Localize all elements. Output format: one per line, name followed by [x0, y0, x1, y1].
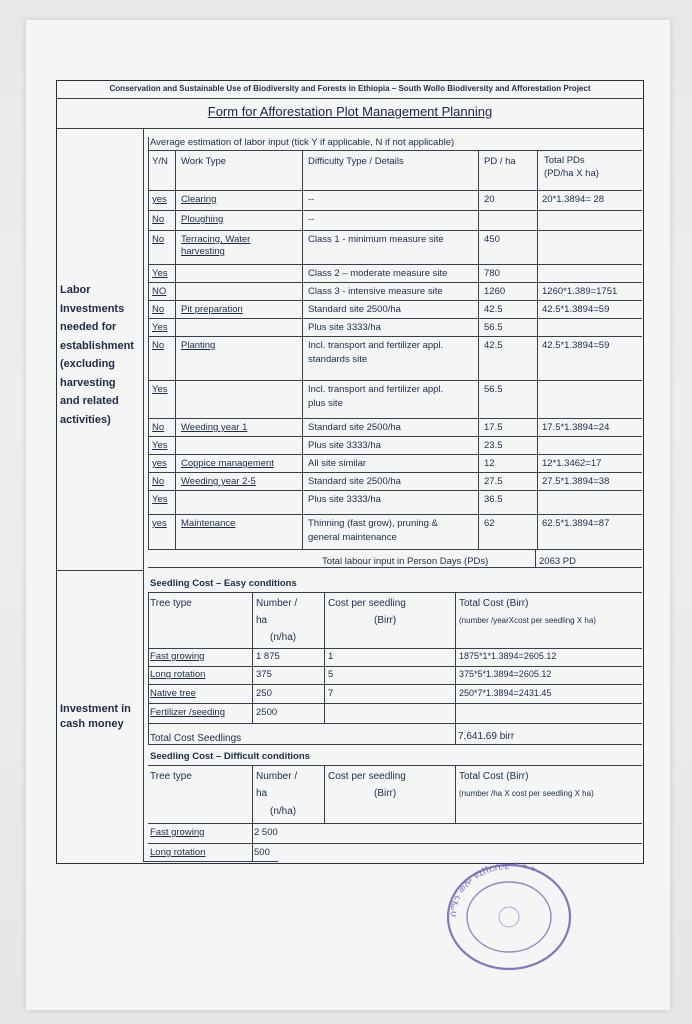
labor-row-pd-per-ha: 1260	[484, 286, 506, 297]
difficult-bottom-border	[143, 861, 278, 862]
easy-total-col-divider	[455, 723, 456, 744]
labor-row-divider	[148, 472, 642, 473]
official-stamp	[438, 855, 580, 973]
easy-total-value: 7,641.69 birr	[458, 731, 515, 742]
difficult-col-total-2: (number /ha X cost per seedling X ha)	[459, 789, 594, 798]
labor-row-yn: No	[152, 422, 165, 433]
difficult-col-divider	[455, 765, 456, 823]
easy-col-total-2: (number /yearXcost per seedling X ha)	[459, 616, 596, 625]
labor-row-total-pds: 20*1.3894= 28	[542, 194, 605, 205]
difficult-heading: Seedling Cost – Difficult conditions	[150, 751, 310, 762]
easy-left-border	[148, 592, 149, 744]
easy-col-divider	[455, 592, 456, 723]
easy-row-divider	[148, 703, 642, 704]
easy-row-divider	[148, 684, 642, 685]
investment-side-label: Investment in cash money	[60, 703, 131, 730]
labor-row-total-pds: 42.5*1.3894=59	[542, 340, 610, 351]
labor-row-divider	[148, 336, 642, 337]
labor-row-yn: No	[152, 476, 165, 487]
easy-row-tree-type: Long rotation	[150, 669, 206, 680]
difficult-row-number-per-ha: 2 500	[254, 827, 278, 838]
labor-row-divider	[148, 318, 642, 319]
form-title: Form for Afforestation Plot Management Planning	[207, 104, 493, 119]
labor-col-divider	[148, 137, 149, 549]
labor-row-pd-per-ha: 36.5	[484, 494, 503, 505]
labor-row-detail: All site similar	[308, 458, 367, 469]
labor-row-pd-per-ha: 450	[484, 234, 500, 245]
stamp-text: ሰሜን ወሎ ዩኒቨርሲቲ * * *	[447, 860, 537, 918]
header-divider	[57, 98, 643, 99]
easy-row-number-per-ha: 250	[256, 688, 272, 699]
labor-row-yn: Yes	[152, 440, 168, 451]
labor-row-work-type: Ploughing	[181, 214, 224, 225]
labor-row-work-type-cont: harvesting	[181, 246, 225, 257]
labor-row-detail: Standard site 2500/ha	[308, 422, 401, 433]
difficult-col-tree: Tree type	[150, 771, 192, 782]
easy-row-cost-per-seedling: 5	[328, 669, 334, 680]
easy-row-divider	[148, 648, 642, 649]
easy-row-cost-per-seedling: 1	[328, 651, 334, 662]
labor-row-divider	[148, 282, 642, 283]
labor-row-detail: Standard site 2500/ha	[308, 476, 401, 487]
labor-row-detail: Class 3 - intensive measure site	[308, 286, 443, 297]
labor-row-yn: Yes	[152, 384, 168, 395]
difficult-heading-divider	[148, 765, 642, 766]
labor-row-work-type: Clearing	[181, 194, 217, 205]
labor-row-detail-cont: plus site	[308, 398, 343, 409]
labor-row-divider	[148, 300, 642, 301]
difficult-row-number-per-ha: 500	[254, 847, 270, 858]
easy-total-label: Total Cost Seedlings	[150, 733, 242, 744]
labor-row-total-pds: 17.5*1.3894=24	[542, 422, 610, 433]
difficult-row-divider	[148, 823, 642, 824]
easy-row-divider	[148, 744, 642, 745]
easy-row-number-per-ha: 2500	[256, 707, 278, 718]
col-difficulty-header: Difficulty Type / Details	[308, 156, 404, 167]
labor-caption: Average estimation of labor input (tick Y if applicable, N if not applicable)	[150, 137, 455, 148]
labor-row-detail: Class 1 - minimum measure site	[308, 234, 444, 245]
easy-col-tree: Tree type	[150, 598, 192, 609]
labor-row-total-pds: 62.5*1.3894=87	[542, 518, 610, 529]
difficult-col-divider	[252, 765, 253, 823]
labor-row-work-type: Planting	[181, 340, 216, 351]
easy-col-divider	[252, 592, 253, 723]
labor-row-divider	[148, 454, 642, 455]
difficult-col-number-3: (n/ha)	[270, 806, 297, 817]
labor-row-detail-cont: standards site	[308, 354, 368, 365]
labor-row-divider	[148, 436, 642, 437]
labor-row-detail: Incl. transport and fertilizer appl.	[308, 340, 444, 351]
labor-row-yn: No	[152, 340, 165, 351]
easy-col-cost-1: Cost per seedling	[328, 598, 406, 609]
easy-col-divider	[324, 592, 325, 723]
labor-row-yn: No	[152, 214, 165, 225]
labor-row-divider	[148, 264, 642, 265]
labor-col-divider	[175, 150, 176, 549]
easy-row-tree-type: Native tree	[150, 688, 196, 699]
difficult-col-total-1: Total Cost (Birr)	[459, 771, 529, 782]
labor-row-pd-per-ha: 42.5	[484, 304, 503, 315]
labor-row-divider	[148, 549, 642, 550]
svg-text:ሰሜን ወሎ ዩኒቨርሲቲ * * *	[448, 861, 537, 917]
col-total-subheader: (PD/ha X ha)	[544, 168, 599, 179]
col-pd-ha-header: PD / ha	[484, 156, 516, 167]
labor-row-yn: NO	[152, 286, 167, 297]
labor-row-detail-cont: general maintenance	[308, 532, 397, 543]
easy-col-total-1: Total Cost (Birr)	[459, 598, 529, 609]
labor-row-yn: No	[152, 304, 165, 315]
easy-row-tree-type: Fertilizer /seeding	[150, 707, 225, 718]
labor-row-divider	[148, 190, 642, 191]
labor-row-detail: Plus site 3333/ha	[308, 440, 381, 451]
labor-row-yn: Yes	[152, 494, 168, 505]
labor-row-yn: yes	[152, 458, 167, 469]
labor-row-pd-per-ha: 780	[484, 268, 500, 279]
difficult-col-cost-1: Cost per seedling	[328, 771, 406, 782]
project-header: Conservation and Sustainable Use of Biodiversity and Forests in Ethiopia – South Wollo Biodiversity and Afforestation Project	[109, 84, 591, 93]
title-divider	[57, 128, 643, 129]
easy-row-total-cost: 375*5*1.3894=2605.12	[459, 669, 552, 679]
labor-row-pd-per-ha: 56.5	[484, 322, 503, 333]
col-yn-header: Y/N	[152, 156, 168, 167]
labor-col-divider	[478, 150, 479, 549]
labor-row-work-type: Terracing, Water	[181, 234, 251, 245]
labor-row-detail: --	[308, 194, 315, 205]
difficult-col-number-1: Number /	[256, 771, 298, 782]
easy-heading: Seedling Cost – Easy conditions	[150, 578, 297, 589]
difficult-row-tree-type: Fast growing	[150, 827, 205, 838]
labor-row-divider	[148, 490, 642, 491]
labor-row-work-type: Weeding year 2-5	[181, 476, 256, 487]
labor-col-divider	[537, 150, 538, 549]
labor-row-total-pds: 42.5*1.3894=59	[542, 304, 610, 315]
labor-col-divider	[302, 150, 303, 549]
easy-col-number-3: (n/ha)	[270, 632, 297, 643]
easy-row-number-per-ha: 375	[256, 669, 272, 680]
labor-row-yn: No	[152, 234, 165, 245]
section-divider	[57, 570, 143, 571]
labor-row-work-type: Maintenance	[181, 518, 236, 529]
easy-col-number-2: ha	[256, 615, 268, 626]
labor-row-pd-per-ha: 17.5	[484, 422, 503, 433]
labor-row-total-pds: 27.5*1.3894=38	[542, 476, 610, 487]
easy-heading-divider	[148, 592, 642, 593]
col-total-header: Total PDs	[544, 155, 585, 166]
labor-total-value: 2063 PD	[539, 556, 576, 567]
difficult-number-col-divider	[252, 823, 253, 862]
labor-row-pd-per-ha: 42.5	[484, 340, 503, 351]
labor-total-col-divider	[535, 549, 536, 567]
labor-row-divider	[148, 514, 642, 515]
labor-row-yn: Yes	[152, 322, 168, 333]
labor-row-detail: Incl. transport and fertilizer appl.	[308, 384, 444, 395]
labor-row-total-pds: 1260*1.389=1751	[542, 286, 618, 297]
difficult-col-number-2: ha	[256, 788, 268, 799]
labor-row-yn: Yes	[152, 268, 168, 279]
labor-row-pd-per-ha: 20	[484, 194, 495, 205]
difficult-col-divider	[324, 765, 325, 823]
easy-row-divider	[148, 723, 642, 724]
easy-row-number-per-ha: 1 875	[256, 651, 280, 662]
difficult-col-cost-2: (Birr)	[374, 788, 397, 799]
labor-row-detail: Plus site 3333/ha	[308, 322, 381, 333]
labor-row-detail: Thinning (fast grow), pruning &	[308, 518, 438, 529]
labor-row-detail: Plus site 3333/ha	[308, 494, 381, 505]
labor-row-pd-per-ha: 12	[484, 458, 495, 469]
easy-row-tree-type: Fast growing	[150, 651, 205, 662]
labor-total-divider	[148, 567, 642, 568]
labor-total-label: Total labour input in Person Days (PDs)	[322, 556, 489, 567]
labor-side-label: Labor Investments needed for establishment (excluding harvesting and related activities)	[60, 284, 134, 426]
easy-col-number-1: Number /	[256, 598, 298, 609]
labor-row-total-pds: 12*1.3462=17	[542, 458, 602, 469]
labor-row-pd-per-ha: 56.5	[484, 384, 503, 395]
labor-row-pd-per-ha: 27.5	[484, 476, 503, 487]
labor-row-pd-per-ha: 23.5	[484, 440, 503, 451]
labor-row-work-type: Coppice management	[181, 458, 274, 469]
labor-row-divider	[148, 418, 642, 419]
difficult-row-divider	[148, 843, 642, 844]
easy-row-total-cost: 250*7*1.3894=2431.45	[459, 688, 552, 698]
labor-row-detail: --	[308, 214, 315, 225]
easy-row-cost-per-seedling: 7	[328, 688, 334, 699]
labor-caption-divider	[148, 150, 642, 151]
labor-row-yn: yes	[152, 194, 167, 205]
easy-row-total-cost: 1875*1*1.3894=2605.12	[459, 651, 557, 661]
col-work-type-header: Work Type	[181, 156, 227, 167]
labor-row-work-type: Pit preparation	[181, 304, 243, 315]
side-column-divider	[143, 128, 144, 862]
difficult-row-tree-type: Long rotation	[150, 847, 206, 858]
easy-row-divider	[148, 666, 642, 667]
labor-row-work-type: Weeding year 1	[181, 422, 248, 433]
labor-row-detail: Class 2 – moderate measure site	[308, 268, 448, 279]
labor-row-detail: Standard site 2500/ha	[308, 304, 401, 315]
labor-row-pd-per-ha: 62	[484, 518, 495, 529]
labor-row-yn: yes	[152, 518, 167, 529]
labor-row-divider	[148, 210, 642, 211]
labor-row-divider	[148, 230, 642, 231]
labor-row-divider	[148, 380, 642, 381]
easy-col-cost-2: (Birr)	[374, 615, 397, 626]
